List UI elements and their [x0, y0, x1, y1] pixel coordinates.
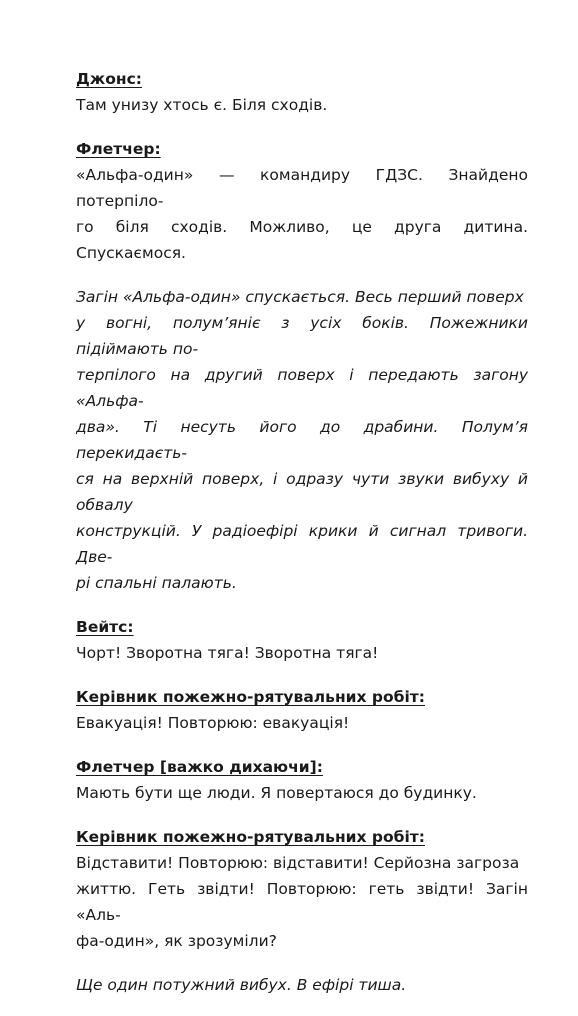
stage-line: у вогні, полум’яніє з усіх боків. Пожежники підіймають по-: [76, 314, 528, 358]
dialogue-line: Евакуація! Повторюю: евакуація!: [76, 714, 350, 732]
stage-direction: [76, 972, 528, 998]
dialogue-line: Там унизу хтось є. Біля сходів.: [76, 96, 328, 114]
speaker-name: Джонс:: [76, 70, 142, 88]
stage-line: Загін «Альфа-один» спускається. Весь перший поверх: [76, 288, 524, 306]
stage-line: рі спальні палають.: [76, 574, 237, 592]
dialogue-line: життю. Геть звідти! Повторюю: геть звідти! Загін «Аль-: [76, 880, 528, 924]
speaker-name: Вейтс:: [76, 618, 134, 636]
stage-line: Ще один потужний вибух. В ефірі тиша.: [76, 976, 407, 994]
dialogue-block: [76, 824, 528, 954]
dialogue-line: го біля сходів. Можливо, це друга дитина. Спускаємося.: [76, 218, 528, 262]
page-text: [76, 66, 528, 1016]
stage-direction: [76, 284, 528, 596]
stage-line: ся на верхній поверх, і одразу чути звуки вибуху й обвалу: [76, 470, 528, 514]
dialogue-line: фа-один», як зрозуміли?: [76, 932, 277, 950]
stage-line: два». Ті несуть його до драбини. Полум’я перекидаєть-: [76, 418, 528, 462]
speaker-name: Флетчер:: [76, 140, 161, 158]
dialogue-line: Мають бути ще люди. Я повертаюся до будинку.: [76, 784, 477, 802]
stage-line: терпілого на другий поверх і передають загону «Альфа-: [76, 366, 528, 410]
dialogue-block: [76, 754, 528, 806]
dialogue-line: Відставити! Повторюю: відставити! Серйозна загроза: [76, 854, 520, 872]
dialogue-line: «Альфа-один» — командиру ГДЗС. Знайдено потерпіло-: [76, 166, 528, 210]
dialogue-block: [76, 136, 528, 266]
speaker-name: Флетчер [важко дихаючи]:: [76, 758, 323, 776]
stage-line: конструкцій. У радіоефірі крики й сигнал тривоги. Две-: [76, 522, 528, 566]
dialogue-block: [76, 614, 528, 666]
dialogue-block: [76, 684, 528, 736]
speaker-name: Керівник пожежно-рятувальних робіт:: [76, 688, 425, 706]
dialogue-line: Чорт! Зворотна тяга! Зворотна тяга!: [76, 644, 379, 662]
dialogue-block: [76, 66, 528, 118]
speaker-name: Керівник пожежно-рятувальних робіт:: [76, 828, 425, 846]
